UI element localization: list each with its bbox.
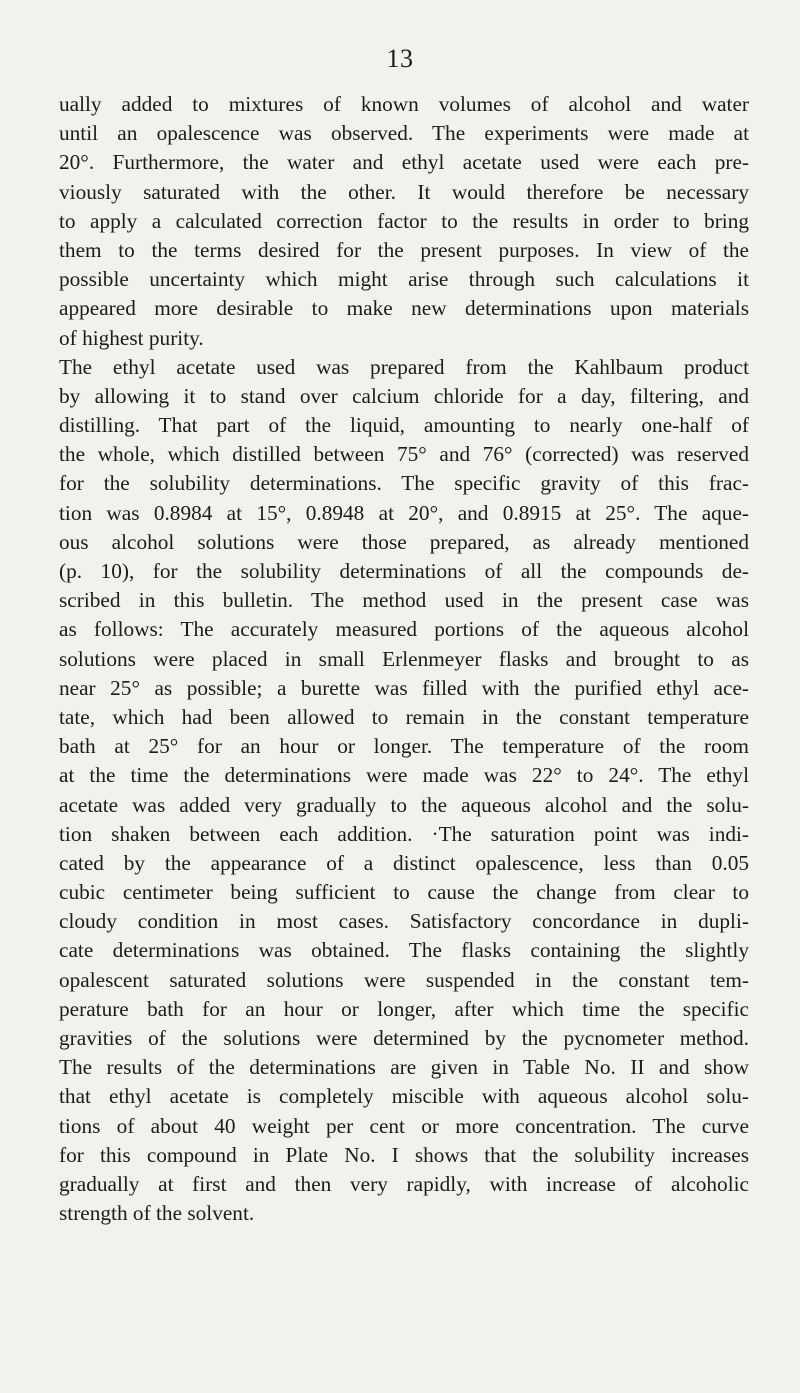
text-line: until an opalescence was observed. The experiments were made at	[59, 121, 749, 146]
text-line: for this compound in Plate No. I shows that the solubility increases	[59, 1142, 749, 1167]
text-line: possible uncertainty which might arise through such calculations it	[59, 267, 749, 292]
text-line: perature bath for an hour or longer, after which time the specific	[59, 996, 749, 1021]
text-line: The ethyl acetate used was prepared from the Kahlbaum product	[59, 354, 749, 379]
text-line: viously saturated with the other. It would therefore be necessary	[59, 179, 749, 204]
text-line: the whole, which distilled between 75° and 76° (corrected) was reserved	[59, 442, 749, 467]
text-line: solutions were placed in small Erlenmeyer flasks and brought to as	[59, 646, 749, 671]
text-line: for the solubility determinations. The specific gravity of this frac-	[59, 471, 749, 496]
text-line: appeared more desirable to make new determinations upon materials	[59, 296, 749, 321]
text-line: as follows: The accurately measured portions of the aqueous alcohol	[59, 617, 749, 642]
text-line: cated by the appearance of a distinct opalescence, less than 0.05	[59, 850, 749, 875]
text-line: cate determinations was obtained. The flasks containing the slightly	[59, 938, 749, 963]
paragraph-2	[59, 353, 749, 1229]
text-line: scribed in this bulletin. The method used in the present case was	[59, 588, 749, 613]
text-line: gradually at first and then very rapidly, with increase of alcoholic	[59, 1171, 749, 1196]
text-line: opalescent saturated solutions were suspended in the constant tem-	[59, 967, 749, 992]
text-line: cubic centimeter being sufficient to cause the change from clear to	[59, 880, 749, 905]
text-line: 20°. Furthermore, the water and ethyl acetate used were each pre-	[59, 150, 749, 175]
text-line: ually added to mixtures of known volumes of alcohol and water	[59, 92, 749, 116]
text-line: tate, which had been allowed to remain in the constant temperature	[59, 704, 749, 729]
text-line: tion shaken between each addition. ·The saturation point was indi-	[59, 821, 749, 846]
text-line: by allowing it to stand over calcium chloride for a day, filtering, and	[59, 383, 749, 408]
text-line: of highest purity.	[59, 325, 204, 350]
body-text	[59, 90, 749, 1228]
text-line: gravities of the solutions were determined by the pycnometer method.	[59, 1026, 749, 1050]
paragraph-1	[59, 90, 749, 353]
text-line: strength of the solvent.	[59, 1201, 255, 1226]
text-line: ous alcohol solutions were those prepared, as already mentioned	[59, 529, 749, 554]
text-line: tion was 0.8984 at 15°, 0.8948 at 20°, and 0.8915 at 25°. The aque-	[59, 500, 749, 525]
text-line: near 25° as possible; a burette was filled with the purified ethyl ace-	[59, 675, 749, 700]
text-line: them to the terms desired for the present purposes. In view of the	[59, 237, 749, 262]
text-line: to apply a calculated correction factor to the results in order to bring	[59, 208, 749, 233]
text-line: cloudy condition in most cases. Satisfactory concordance in dupli-	[59, 909, 749, 934]
text-line: bath at 25° for an hour or longer. The temperature of the room	[59, 734, 749, 759]
text-line: acetate was added very gradually to the aqueous alcohol and the solu-	[59, 792, 749, 817]
text-line: (p. 10), for the solubility determinations of all the compounds de-	[59, 559, 749, 583]
text-line: at the time the determinations were made was 22° to 24°. The ethyl	[59, 763, 749, 788]
text-line: that ethyl acetate is completely miscible with aqueous alcohol solu-	[59, 1084, 749, 1109]
text-line: The results of the determinations are given in Table No. II and show	[59, 1055, 749, 1080]
text-line: tions of about 40 weight per cent or more concentration. The curve	[59, 1113, 749, 1138]
page-number: 13	[386, 44, 414, 73]
text-line: distilling. That part of the liquid, amounting to nearly one-half of	[59, 413, 749, 438]
